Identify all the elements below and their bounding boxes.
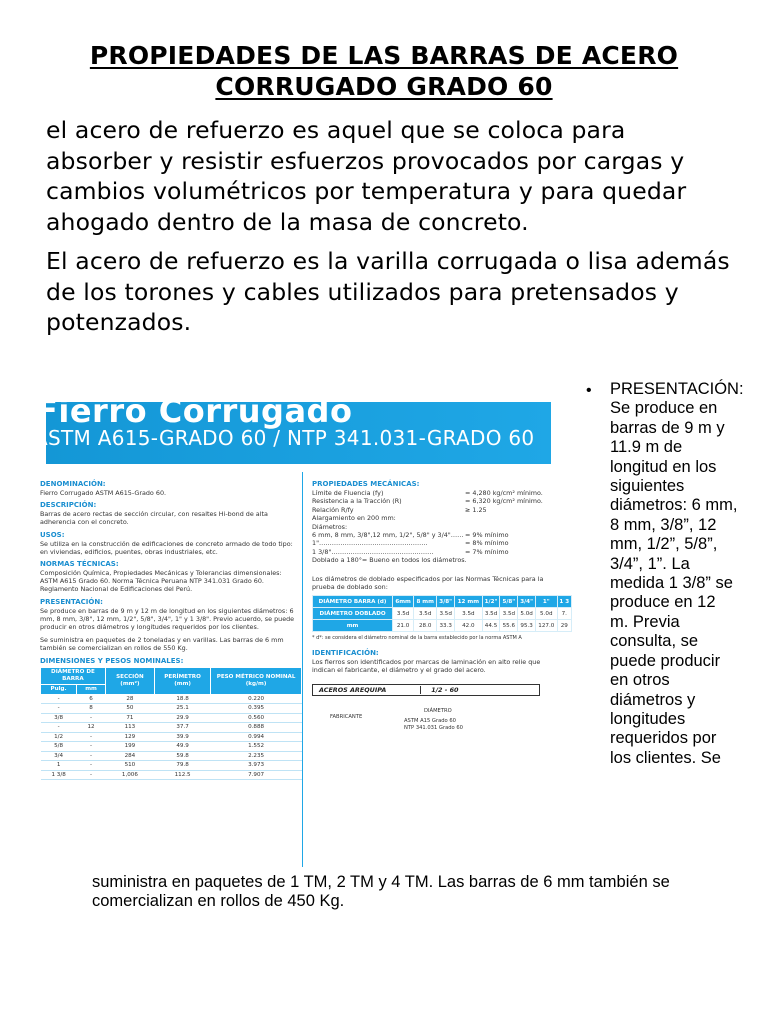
identificacion-text: Los fierros son identificados por marcas de laminación en alto relie que indican el fabricante, el diámetro y el grado del acero. bbox=[312, 658, 541, 675]
mechanical-property-value: = 7% mínimo bbox=[465, 547, 509, 556]
dimensions-table-cell: - bbox=[77, 751, 106, 761]
bend-header-row bbox=[313, 596, 572, 608]
sheet-banner-subtitle: ASTM A615-GRADO 60 / NTP 341.031-GRADO 60 bbox=[34, 426, 535, 450]
mechanical-property-row bbox=[312, 531, 557, 539]
dimensions-table-cell: 50 bbox=[105, 704, 154, 714]
dimensions-table-cell: 0.560 bbox=[211, 713, 302, 723]
dimensions-table-cell: 1,006 bbox=[105, 770, 154, 780]
bend-table-cell: 3/4" bbox=[518, 596, 536, 608]
dims-header-seccion: SECCIÓN (mm²) bbox=[105, 667, 154, 694]
dimensions-table-row bbox=[41, 704, 302, 714]
bend-table-cell: 7. bbox=[557, 608, 571, 620]
dimensions-table-cell: 0.395 bbox=[211, 704, 302, 714]
dimensions-table-cell: - bbox=[41, 704, 77, 714]
dimensions-table-cell: 8 bbox=[77, 704, 106, 714]
product-sheet-image bbox=[34, 392, 570, 867]
dimensions-table-cell: 7.907 bbox=[211, 770, 302, 780]
rebar-code-mark: 1/2 - 60 bbox=[420, 686, 458, 694]
dimensions-table-cell: 112.5 bbox=[154, 770, 210, 780]
denominacion-heading: DENOMINACIÓN: bbox=[40, 480, 106, 488]
dimensions-table-cell: 0.888 bbox=[211, 723, 302, 733]
bend-table-cell: 95.3 bbox=[518, 620, 536, 632]
dimensions-table-cell: 0.220 bbox=[211, 694, 302, 704]
bend-table-cell: 3.5d bbox=[482, 608, 500, 620]
dimensions-table-cell: - bbox=[77, 770, 106, 780]
bend-table-cell: 42.0 bbox=[455, 620, 483, 632]
bend-table-cell: 6mm bbox=[393, 596, 414, 608]
dimensions-table-cell: 284 bbox=[105, 751, 154, 761]
intro-paragraph: el acero de refuerzo es aquel que se coloca para absorber y resistir esfuerzos provocados por cargas y cambios volumétricos por temperatura y para quedar ahogado dentro de la masa de concreto. bbox=[46, 116, 687, 236]
dimensions-table-cell: 6 bbox=[77, 694, 106, 704]
dimensions-table-cell: 29.9 bbox=[154, 713, 210, 723]
mechanical-property-label: 6 mm, 8 mm, 3/8",12 mm, 1/2", 5/8" y 3/4"…… bbox=[312, 531, 464, 540]
presentacion-bullet-text: PRESENTACIÓN: Se produce en barras de 9 m y 11.9 m de longitud en los siguientes diámetros: 6 mm, 8 mm, 3/8”, 12 mm, 1/2”, 5/8”, 3/4”, 1”. La medida 1 3/8” se produce en 12 m. Previa consulta, se puede producir en otros diámetros y longitudes requeridos por los clientes. Se bbox=[610, 380, 744, 767]
dimensions-table-cell: 199 bbox=[105, 742, 154, 752]
bend-table-cell: mm bbox=[313, 620, 393, 632]
dimensions-table-cell: 1 bbox=[41, 761, 77, 771]
dimensions-table-row bbox=[41, 742, 302, 752]
dimensions-table-cell: - bbox=[41, 723, 77, 733]
suministro-text: Se suministra en paquetes de 2 toneladas y en varillas. Las barras de 6 mm también se comercializan en rollos de 550 Kg. bbox=[40, 636, 284, 653]
dims-header-peso: PESO MÉTRICO NOMINAL (kg/m) bbox=[211, 667, 302, 694]
dims-header-diametro: DIÁMETRO DE BARRA bbox=[41, 667, 106, 684]
dimensions-table-cell: - bbox=[41, 694, 77, 704]
dimensions-table-cell: - bbox=[77, 713, 106, 723]
mechanical-property-label: 1 3/8"………………………………………… bbox=[312, 547, 434, 556]
mechanical-property-row bbox=[312, 556, 557, 564]
mechanical-property-row bbox=[312, 548, 557, 556]
dimensions-table-row bbox=[41, 751, 302, 761]
mechanical-property-value: ≥ 1.25 bbox=[465, 505, 487, 514]
presentacion-text: Se produce en barras de 9 m y 12 m de longitud en los siguientes diámetros: 6 mm, 8 mm, 3/8", 12 mm, 1/2", 5/8", 3/4", 1" y 1 3/8". Previo acuerdo, se puede producir en otros diámetros y longitudes requeridos por los clientes. bbox=[40, 606, 295, 632]
dimensions-table-row bbox=[41, 723, 302, 733]
mechanical-property-label: Alargamiento en 200 mm: bbox=[312, 514, 396, 523]
bend-intro-text: Los diámetros de doblado especificados por las Normas Técnicas para la prueba de doblado son: bbox=[312, 574, 544, 591]
rebar-marking-bar bbox=[312, 684, 540, 696]
mechanical-property-value: = 9% mínimo bbox=[465, 531, 509, 540]
mechanical-property-label: Diámetros: bbox=[312, 522, 348, 531]
dimensions-table-row bbox=[41, 732, 302, 742]
mechanical-property-label: Resistencia a la Tracción (R) bbox=[312, 497, 402, 506]
denominacion-text: Fierro Corrugado ASTM A615-Grado 60. bbox=[40, 489, 167, 497]
dimensions-table-cell: 2.235 bbox=[211, 751, 302, 761]
bend-table-cell: 1 3 bbox=[557, 596, 571, 608]
mechanical-property-value bbox=[465, 523, 557, 531]
dimensions-table-cell: 1 3/8 bbox=[41, 770, 77, 780]
dimensions-table-cell: 37.7 bbox=[154, 723, 210, 733]
dimensions-table-cell: 5/8 bbox=[41, 742, 77, 752]
bend-table-cell: 3.5d bbox=[414, 608, 437, 620]
mechanical-property-row bbox=[312, 523, 557, 531]
sheet-column-divider bbox=[302, 472, 303, 867]
descripcion-text: Barras de acero rectas de sección circular, con resaltes Hi-bond de alta adherencia con el concreto. bbox=[40, 510, 268, 527]
grado-label: ASTM A15 Grado 60 NTP 341.031 Grado 60 bbox=[404, 718, 463, 732]
definition-paragraph: El acero de refuerzo es la varilla corrugada o lisa además de los torones y cables utilizados para pretensados y potenzados. bbox=[46, 247, 730, 336]
bend-table-cell: DIÁMETRO DOBLADO bbox=[313, 608, 393, 620]
dimensions-table-cell: 3.973 bbox=[211, 761, 302, 771]
bend-table-cell: 5/8" bbox=[500, 596, 518, 608]
normas-text: Composición Química, Propiedades Mecánicas y Tolerancias dimensionales: ASTM A615 Grado 60. Norma Técnica Peruana NTP 341.031 Grado 60. Reglamento Nacional de Edificaciones del Perú. bbox=[40, 569, 282, 594]
sheet-banner-title: Fierro Corrugado bbox=[36, 392, 353, 430]
mechanical-properties-list bbox=[312, 489, 557, 565]
bend-table-cell: 1/2" bbox=[482, 596, 500, 608]
dimensions-heading: DIMENSIONES Y PESOS NOMINALES: bbox=[40, 656, 184, 665]
dimensions-table-cell: 59.8 bbox=[154, 751, 210, 761]
bend-table-cell: 8 mm bbox=[414, 596, 437, 608]
bend-table-cell: 29 bbox=[557, 620, 571, 632]
dimensions-table bbox=[40, 667, 302, 781]
propiedades-heading: PROPIEDADES MECÁNICAS: bbox=[312, 480, 420, 488]
bend-row-doblado bbox=[313, 608, 572, 620]
dimensions-table-cell: 39.9 bbox=[154, 732, 210, 742]
fabricante-label: FABRICANTE bbox=[330, 714, 363, 721]
bullet-marker: • bbox=[586, 382, 592, 399]
dimensions-table-row bbox=[41, 770, 302, 780]
bend-table-cell: 3.5d bbox=[500, 608, 518, 620]
dims-subheader-mm: mm bbox=[77, 684, 106, 694]
mechanical-property-value: = 8% mínimo bbox=[465, 539, 509, 548]
bend-table-cell: 44.5 bbox=[482, 620, 500, 632]
mechanical-property-row bbox=[312, 497, 557, 505]
dimensions-table-cell: 129 bbox=[105, 732, 154, 742]
sheet-banner bbox=[34, 392, 551, 464]
bend-table-cell: 33.3 bbox=[437, 620, 455, 632]
bend-table-cell: 1" bbox=[536, 596, 557, 608]
bend-table-cell: 5.0d bbox=[536, 608, 557, 620]
dims-subheader-pulg: Pulg. bbox=[41, 684, 77, 694]
bend-table-cell: 3.5d bbox=[393, 608, 414, 620]
dimensions-table-cell: - bbox=[77, 742, 106, 752]
diametro-label: DIÁMETRO bbox=[424, 708, 452, 715]
presentacion-heading: PRESENTACIÓN: bbox=[40, 597, 103, 606]
mechanical-property-label: 1"…………………………………………… bbox=[312, 539, 428, 548]
dimensions-table-cell: 28 bbox=[105, 694, 154, 704]
sheet-left-column bbox=[40, 476, 296, 780]
bend-table-cell: 3.5d bbox=[437, 608, 455, 620]
rebar-brand-mark: ACEROS AREQUIPA bbox=[319, 686, 387, 695]
mechanical-property-label: Relación R/fy bbox=[312, 505, 354, 514]
sheet-right-column bbox=[312, 476, 570, 754]
bend-table-cell: 21.0 bbox=[393, 620, 414, 632]
dimensions-table-cell: - bbox=[77, 732, 106, 742]
bend-diameter-table bbox=[312, 595, 572, 632]
bend-table-cell: 28.0 bbox=[414, 620, 437, 632]
usos-text: Se utiliza en la construcción de edificaciones de concreto armado de todo tipo: en viviendas, edificios, puentes, obras industriales, etc. bbox=[40, 539, 293, 556]
mechanical-property-value: = 6,320 kg/cm² mínimo. bbox=[465, 497, 543, 506]
dimensions-table-cell: 3/4 bbox=[41, 751, 77, 761]
mechanical-property-value: = 4,280 kg/cm² mínimo. bbox=[465, 489, 543, 497]
dimensions-table-cell: 12 bbox=[77, 723, 106, 733]
dimensions-table-cell: 79.8 bbox=[154, 761, 210, 771]
dims-header-perimetro: PERÍMETRO (mm) bbox=[154, 667, 210, 694]
mechanical-property-value bbox=[465, 514, 557, 522]
page-title: PROPIEDADES DE LAS BARRAS DE ACERO CORRUGADO GRADO 60 bbox=[89, 41, 679, 101]
presentacion-continuation-text: suministra en paquetes de 1 TM, 2 TM y 4 TM. Las barras de 6 mm también se comercializan en rollos de 450 Kg. bbox=[92, 873, 670, 911]
mechanical-property-row bbox=[312, 506, 557, 514]
dimensions-table-cell: 1.552 bbox=[211, 742, 302, 752]
dimensions-table-cell: 3/8 bbox=[41, 713, 77, 723]
dimensions-table-cell: 113 bbox=[105, 723, 154, 733]
bend-table-cell: 127.0 bbox=[536, 620, 557, 632]
usos-heading: USOS: bbox=[40, 530, 65, 539]
bend-table-cell: 3.5d bbox=[455, 608, 483, 620]
identificacion-heading: IDENTIFICACIÓN: bbox=[312, 649, 379, 658]
bend-table-cell: 55.6 bbox=[500, 620, 518, 632]
dimensions-table-cell: 510 bbox=[105, 761, 154, 771]
bend-table-cell: 12 mm bbox=[455, 596, 483, 608]
dimensions-table-cell: 0.994 bbox=[211, 732, 302, 742]
descripcion-heading: DESCRIPCIÓN: bbox=[40, 501, 97, 510]
dimensions-table-body bbox=[41, 694, 302, 780]
dimensions-table-cell: 18.8 bbox=[154, 694, 210, 704]
bend-table-cell: 5.0d bbox=[518, 608, 536, 620]
mechanical-property-row bbox=[312, 489, 557, 497]
dimensions-table-cell: 25.1 bbox=[154, 704, 210, 714]
dimensions-table-cell: - bbox=[77, 761, 106, 771]
mechanical-property-label: Límite de Fluencia (fy) bbox=[312, 489, 384, 497]
mechanical-property-label: Doblado a 180°= Bueno en todos los diámetros. bbox=[312, 556, 467, 565]
dimensions-table-row bbox=[41, 761, 302, 771]
bend-note: * d*: se considera el diámetro nominal de la barra establecido por la norma ASTM A bbox=[312, 635, 522, 642]
mechanical-property-row bbox=[312, 514, 557, 522]
dimensions-table-cell: 1/2 bbox=[41, 732, 77, 742]
identification-diagram bbox=[312, 684, 557, 754]
dimensions-table-row bbox=[41, 713, 302, 723]
bend-table-cell: 3/8" bbox=[437, 596, 455, 608]
dimensions-table-cell: 71 bbox=[105, 713, 154, 723]
normas-heading: NORMAS TÉCNICAS: bbox=[40, 560, 119, 569]
bend-table-cell: DIÁMETRO BARRA (d) bbox=[313, 596, 393, 608]
dimensions-table-cell: 49.9 bbox=[154, 742, 210, 752]
mechanical-property-value bbox=[467, 556, 557, 564]
mechanical-property-row bbox=[312, 539, 557, 547]
bend-row-mm bbox=[313, 620, 572, 632]
dimensions-table-row bbox=[41, 694, 302, 704]
